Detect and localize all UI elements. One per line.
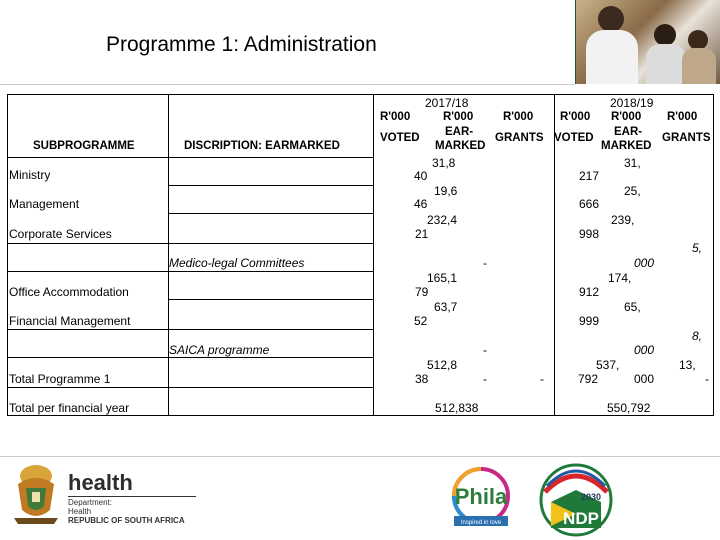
- ndp-year: 2030: [580, 492, 602, 502]
- row-office-y1-b: 79: [415, 285, 429, 299]
- row-financial-label: Financial Management: [9, 314, 131, 328]
- row-medico-desc: Medico-legal Committees: [169, 256, 305, 270]
- row-financial-y1-b: 52: [414, 314, 428, 328]
- row-total-programme-y1-b: 38: [415, 372, 429, 386]
- row-management-label: Management: [9, 197, 80, 211]
- row-corporate-y2-a: 239,: [611, 213, 635, 227]
- header-y2-voted-unit: R'000: [560, 111, 591, 123]
- header-y2-grants-unit: R'000: [667, 111, 698, 123]
- row-office-y2-b: 912: [579, 285, 600, 299]
- row-financial-y1-a: 63,7: [434, 300, 458, 314]
- row-total-programme-y1-a: 512,8: [427, 358, 458, 372]
- header-y1-earmarked-unit: R'000: [443, 111, 474, 123]
- row-corporate-y2-b: 998: [579, 227, 600, 241]
- row-ministry-y2-a: 31,: [624, 156, 641, 170]
- header-year-2017: 2017/18: [425, 96, 469, 110]
- health-logo: [10, 462, 200, 532]
- row-total-programme-y1-grants: -: [540, 372, 544, 386]
- row-financial-y2-a: 65,: [624, 300, 641, 314]
- row-medico-y2-grants: 5,: [692, 241, 703, 255]
- phila-logo: [440, 466, 522, 536]
- row-total-programme-y2-grants-b: -: [705, 372, 709, 386]
- header-y2-earmarked-unit: R'000: [611, 111, 642, 123]
- ndp-text: NDP: [563, 509, 599, 528]
- row-saica-desc: SAICA programme: [169, 343, 270, 357]
- header-y1-voted-unit: R'000: [380, 111, 411, 123]
- row-total-programme-y1-earmarked: -: [483, 372, 487, 386]
- header-photo: [576, 0, 720, 84]
- row-ministry-label: Ministry: [9, 168, 51, 182]
- header-y1-voted: VOTED: [380, 132, 420, 144]
- row-saica-y2-grants: 8,: [692, 329, 703, 343]
- row-corporate-label: Corporate Services: [9, 227, 112, 241]
- header-y1-earmarked-2: MARKED: [435, 140, 486, 152]
- ndp-logo: [537, 462, 615, 538]
- header-y2-earmarked-1: EAR-: [614, 126, 643, 138]
- coat-of-arms-icon: [10, 462, 62, 526]
- header-y1-earmarked-1: EAR-: [445, 126, 474, 138]
- row-ministry-y2-b: 217: [579, 169, 600, 183]
- row-total-programme-y2-grants-a: 13,: [679, 358, 696, 372]
- row-saica-y1: -: [483, 343, 487, 357]
- programme-table: [7, 94, 714, 416]
- header-y1-grants: GRANTS: [495, 132, 544, 144]
- row-medico-y1: -: [483, 256, 487, 270]
- row-management-y2-a: 25,: [624, 184, 641, 198]
- header-year-2018: 2018/19: [610, 96, 654, 110]
- row-corporate-y1-b: 21: [415, 227, 429, 241]
- phila-text: Phila: [454, 484, 508, 509]
- health-line2: Health: [68, 507, 92, 516]
- page-title: Programme 1: Administration: [106, 33, 377, 56]
- footer-divider: [0, 456, 720, 457]
- phila-tag: Inspired in love: [460, 520, 502, 526]
- header-y2-voted: VOTED: [554, 132, 594, 144]
- row-total-programme-label: Total Programme 1: [9, 372, 111, 386]
- row-financial-y2-b: 999: [579, 314, 600, 328]
- row-total-year-label: Total per financial year: [9, 401, 130, 415]
- row-office-label: Office Accommodation: [9, 285, 129, 299]
- row-ministry-y1-b: 40: [414, 169, 428, 183]
- health-line3: REPUBLIC OF SOUTH AFRICA: [68, 516, 185, 525]
- header-y2-grants: GRANTS: [662, 132, 711, 144]
- row-total-year-y1: 512,838: [435, 401, 479, 415]
- row-corporate-y1-a: 232,4: [427, 213, 458, 227]
- row-office-y1-a: 165,1: [427, 271, 458, 285]
- row-management-y2-b: 666: [579, 197, 600, 211]
- health-brand: health: [68, 470, 133, 495]
- title-area: [0, 0, 575, 85]
- row-total-year-y2: 550,792: [607, 401, 651, 415]
- row-total-programme-y2-earmarked: 000: [634, 372, 655, 386]
- header-description: DISCRIPTION: EARMARKED: [184, 140, 340, 152]
- row-management-y1-b: 46: [414, 197, 428, 211]
- header-subprogramme: SUBPROGRAMME: [33, 140, 135, 152]
- health-line1: Department:: [68, 498, 113, 507]
- row-management-y1-a: 19,6: [434, 184, 458, 198]
- header-y2-earmarked-2: MARKED: [601, 140, 652, 152]
- header-y1-grants-unit: R'000: [503, 111, 534, 123]
- row-office-y2-a: 174,: [608, 271, 632, 285]
- row-total-programme-y2-b: 792: [578, 372, 599, 386]
- row-saica-y2-earmarked: 000: [634, 343, 655, 357]
- row-ministry-y1-a: 31,8: [432, 156, 456, 170]
- row-medico-y2-earmarked: 000: [634, 256, 655, 270]
- row-total-programme-y2-a: 537,: [596, 358, 620, 372]
